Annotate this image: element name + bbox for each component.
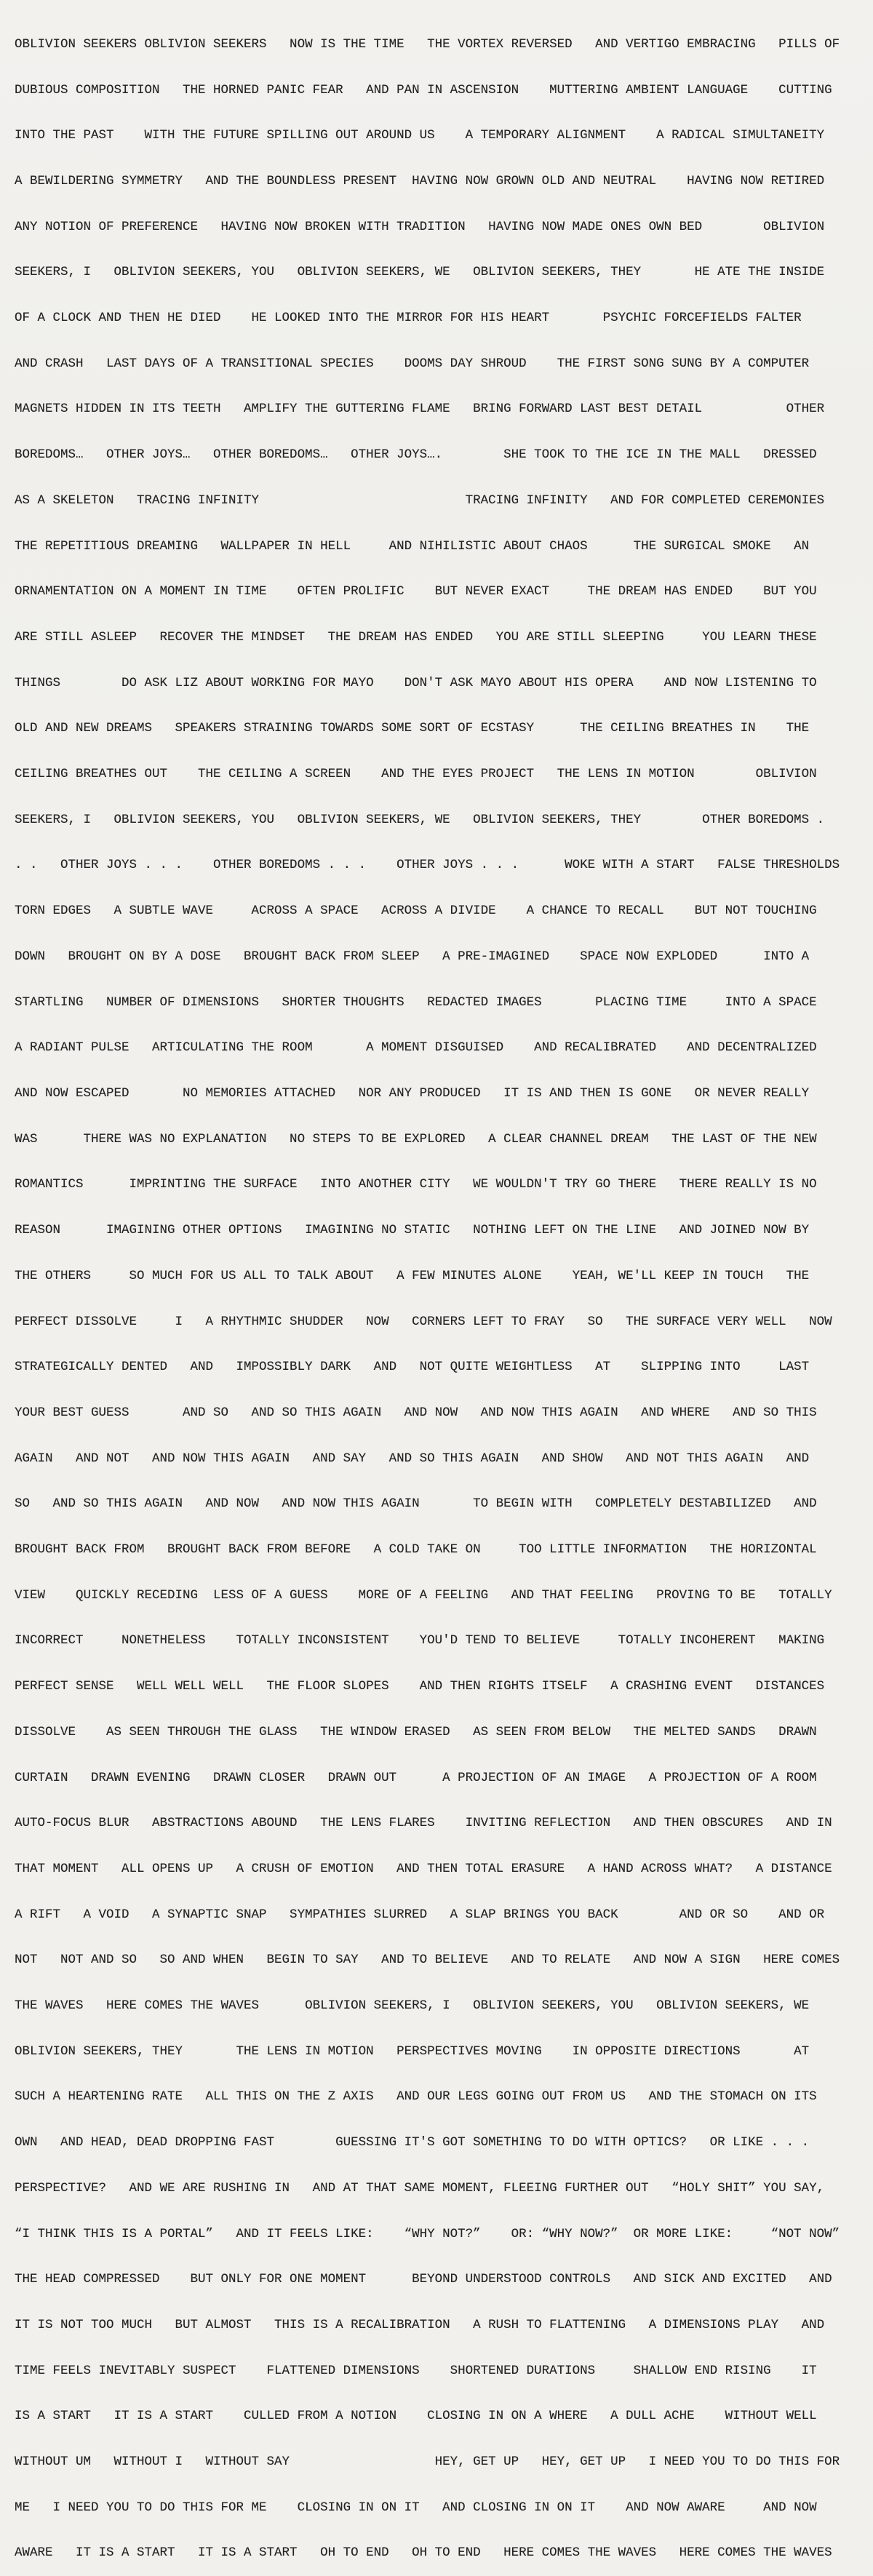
text-line: A RADIANT PULSE ARTICULATING THE ROOM A MOMENT DISGUISED AND RECALIBRATED AND DECENTRALIZED (15, 1040, 817, 1056)
text-line: OBLIVION SEEKERS OBLIVION SEEKERS NOW IS THE TIME THE VORTEX REVERSED AND VERTIGO EMBRACING PILLS OF (15, 36, 840, 52)
text-line: PERFECT DISSOLVE I A RHYTHMIC SHUDDER NOW CORNERS LEFT TO FRAY SO THE SURFACE VERY WELL NOW (15, 1314, 832, 1329)
text-line: IS A START IT IS A START CULLED FROM A NOTION CLOSING IN ON A WHERE A DULL ACHE WITHOUT WELL (15, 2409, 817, 2424)
text-line: DOWN BROUGHT ON BY A DOSE BROUGHT BACK FROM SLEEP A PRE-IMAGINED SPACE NOW EXPLODED INTO A (15, 949, 810, 964)
text-line: SEEKERS, I OBLIVION SEEKERS, YOU OBLIVION SEEKERS, WE OBLIVION SEEKERS, THEY OTHER BOREDOMS . (15, 812, 825, 827)
text-line: AUTO-FOCUS BLUR ABSTRACTIONS ABOUND THE LENS FLARES INVITING REFLECTION AND THEN OBSCURES AND IN (15, 1816, 832, 1831)
text-line: STARTLING NUMBER OF DIMENSIONS SHORTER THOUGHTS REDACTED IMAGES PLACING TIME INTO A SPACE (15, 994, 817, 1010)
text-line: THE WAVES HERE COMES THE WAVES OBLIVION SEEKERS, I OBLIVION SEEKERS, YOU OBLIVION SEEKERS, WE (15, 1998, 810, 2014)
text-line: PERFECT SENSE WELL WELL WELL THE FLOOR SLOPES AND THEN RIGHTS ITSELF A CRASHING EVENT DISTANCES (15, 1679, 825, 1694)
text-line: PERSPECTIVE? AND WE ARE RUSHING IN AND AT THAT SAME MOMENT, FLEEING FURTHER OUT “HOLY SHIT” YOU SAY, (15, 2180, 825, 2196)
text-line: DUBIOUS COMPOSITION THE HORNED PANIC FEAR AND PAN IN ASCENSION MUTTERING AMBIENT LANGUAGE CUTTING (15, 82, 832, 97)
text-line: SO AND SO THIS AGAIN AND NOW AND NOW THIS AGAIN TO BEGIN WITH COMPLETELY DESTABILIZED AND (15, 1496, 817, 1512)
text-line: ANY NOTION OF PREFERENCE HAVING NOW BROKEN WITH TRADITION HAVING NOW MADE ONES OWN BED OBLIVION (15, 219, 825, 234)
text-line: REASON IMAGINING OTHER OPTIONS IMAGINING NO STATIC NOTHING LEFT ON THE LINE AND JOINED NOW BY (15, 1223, 810, 1238)
text-line: . . OTHER JOYS . . . OTHER BOREDOMS . . . OTHER JOYS . . . WOKE WITH A START FALSE THRESHOLDS (15, 858, 840, 873)
text-line: TORN EDGES A SUBTLE WAVE ACROSS A SPACE ACROSS A DIVIDE A CHANCE TO RECALL BUT NOT TOUCHING (15, 904, 817, 919)
text-line: INCORRECT NONETHELESS TOTALLY INCONSISTENT YOU'D TEND TO BELIEVE TOTALLY INCOHERENT MAKING (15, 1633, 825, 1648)
text-line: AWARE IT IS A START IT IS A START OH TO END OH TO END HERE COMES THE WAVES HERE COMES THE WAVES (15, 2545, 832, 2561)
text-line: BROUGHT BACK FROM BROUGHT BACK FROM BEFORE A COLD TAKE ON TOO LITTLE INFORMATION THE HORIZONTAL (15, 1542, 817, 1558)
text-line: WAS THERE WAS NO EXPLANATION NO STEPS TO BE EXPLORED A CLEAR CHANNEL DREAM THE LAST OF THE NEW (15, 1131, 817, 1147)
text-line: THE OTHERS SO MUCH FOR US ALL TO TALK ABOUT A FEW MINUTES ALONE YEAH, WE'LL KEEP IN TOUCH THE (15, 1268, 810, 1283)
text-line: ROMANTICS IMPRINTING THE SURFACE INTO ANOTHER CITY WE WOULDN'T TRY GO THERE THERE REALLY IS NO (15, 1177, 817, 1192)
text-line: VIEW QUICKLY RECEDING LESS OF A GUESS MORE OF A FEELING AND THAT FEELING PROVING TO BE TOTALLY (15, 1587, 832, 1603)
text-line: OWN AND HEAD, DEAD DROPPING FAST GUESSING IT'S GOT SOMETHING TO DO WITH OPTICS? OR LIKE . . . (15, 2135, 810, 2150)
text-line: A RIFT A VOID A SYNAPTIC SNAP SYMPATHIES SLURRED A SLAP BRINGS YOU BACK AND OR SO AND OR (15, 1907, 825, 1922)
text-line: AND NOW ESCAPED NO MEMORIES ATTACHED NOR ANY PRODUCED IT IS AND THEN IS GONE OR NEVER REALLY (15, 1085, 810, 1101)
text-line: NOT NOT AND SO SO AND WHEN BEGIN TO SAY AND TO BELIEVE AND TO RELATE AND NOW A SIGN HERE COMES (15, 1953, 840, 1968)
text-line: AGAIN AND NOT AND NOW THIS AGAIN AND SAY AND SO THIS AGAIN AND SHOW AND NOT THIS AGAIN AND (15, 1451, 810, 1466)
text-line: OBLIVION SEEKERS, THEY THE LENS IN MOTION PERSPECTIVES MOVING IN OPPOSITE DIRECTIONS AT (15, 2043, 810, 2059)
text-line: TIME FEELS INEVITABLY SUSPECT FLATTENED DIMENSIONS SHORTENED DURATIONS SHALLOW END RISING IT (15, 2363, 817, 2378)
text-line: DISSOLVE AS SEEN THROUGH THE GLASS THE WINDOW ERASED AS SEEN FROM BELOW THE MELTED SANDS DRAWN (15, 1724, 817, 1739)
text-line: SUCH A HEARTENING RATE ALL THIS ON THE Z AXIS AND OUR LEGS GOING OUT FROM US AND THE STOMACH ON ITS (15, 2089, 817, 2105)
text-line: AS A SKELETON TRACING INFINITY TRACING INFINITY AND FOR COMPLETED CEREMONIES (15, 493, 825, 508)
text-line: OLD AND NEW DREAMS SPEAKERS STRAINING TOWARDS SOME SORT OF ECSTASY THE CEILING BREATHES IN THE (15, 721, 810, 736)
text-line: THE REPETITIOUS DREAMING WALLPAPER IN HELL AND NIHILISTIC ABOUT CHAOS THE SURGICAL SMOKE AN (15, 538, 810, 554)
text-line: OF A CLOCK AND THEN HE DIED HE LOOKED INTO THE MIRROR FOR HIS HEART PSYCHIC FORCEFIELDS FALTER (15, 311, 802, 326)
text-line: YOUR BEST GUESS AND SO AND SO THIS AGAIN AND NOW AND NOW THIS AGAIN AND WHERE AND SO THIS (15, 1405, 817, 1420)
text-line: SEEKERS, I OBLIVION SEEKERS, YOU OBLIVION SEEKERS, WE OBLIVION SEEKERS, THEY HE ATE THE INSIDE (15, 265, 825, 280)
text-line: CEILING BREATHES OUT THE CEILING A SCREEN AND THE EYES PROJECT THE LENS IN MOTION OBLIVION (15, 767, 817, 782)
text-line: THAT MOMENT ALL OPENS UP A CRUSH OF EMOTION AND THEN TOTAL ERASURE A HAND ACROSS WHAT? A DISTANCE (15, 1861, 832, 1876)
text-line: INTO THE PAST WITH THE FUTURE SPILLING OUT AROUND US A TEMPORARY ALIGNMENT A RADICAL SIMULTANEITY (15, 128, 825, 143)
text-line: ARE STILL ASLEEP RECOVER THE MINDSET THE DREAM HAS ENDED YOU ARE STILL SLEEPING YOU LEARN THESE (15, 629, 817, 645)
text-line: “I THINK THIS IS A PORTAL” AND IT FEELS LIKE: “WHY NOT?” OR: “WHY NOW?” OR MORE LIKE: “NOT NOW” (15, 2226, 840, 2241)
text-line: THINGS DO ASK LIZ ABOUT WORKING FOR MAYO DON'T ASK MAYO ABOUT HIS OPERA AND NOW LISTENING TO (15, 675, 817, 690)
text-line: CURTAIN DRAWN EVENING DRAWN CLOSER DRAWN OUT A PROJECTION OF AN IMAGE A PROJECTION OF A ROOM (15, 1770, 817, 1785)
text-line: AND CRASH LAST DAYS OF A TRANSITIONAL SPECIES DOOMS DAY SHROUD THE FIRST SONG SUNG BY A COMPUTER (15, 356, 810, 371)
text-line: ORNAMENTATION ON A MOMENT IN TIME OFTEN PROLIFIC BUT NEVER EXACT THE DREAM HAS ENDED BUT YOU (15, 584, 817, 599)
text-line: IT IS NOT TOO MUCH BUT ALMOST THIS IS A RECALIBRATION A RUSH TO FLATTENING A DIMENSIONS PLAY AND (15, 2317, 825, 2332)
text-line: THE HEAD COMPRESSED BUT ONLY FOR ONE MOMENT BEYOND UNDERSTOOD CONTROLS AND SICK AND EXCITED AND (15, 2272, 832, 2287)
text-line: WITHOUT UM WITHOUT I WITHOUT SAY HEY, GET UP HEY, GET UP I NEED YOU TO DO THIS FOR (15, 2455, 840, 2470)
text-line: STRATEGICALLY DENTED AND IMPOSSIBLY DARK AND NOT QUITE WEIGHTLESS AT SLIPPING INTO LAST (15, 1360, 810, 1375)
text-line: BOREDOMS… OTHER JOYS… OTHER BOREDOMS… OTHER JOYS…. SHE TOOK TO THE ICE IN THE MALL DRESSED (15, 447, 817, 463)
text-line: ME I NEED YOU TO DO THIS FOR ME CLOSING IN ON IT AND CLOSING IN ON IT AND NOW AWARE AND NOW (15, 2500, 817, 2515)
text-line: A BEWILDERING SYMMETRY AND THE BOUNDLESS PRESENT HAVING NOW GROWN OLD AND NEUTRAL HAVING NOW RETIRED (15, 173, 825, 188)
text-line: MAGNETS HIDDEN IN ITS TEETH AMPLIFY THE GUTTERING FLAME BRING FORWARD LAST BEST DETAIL OTHER (15, 402, 825, 417)
